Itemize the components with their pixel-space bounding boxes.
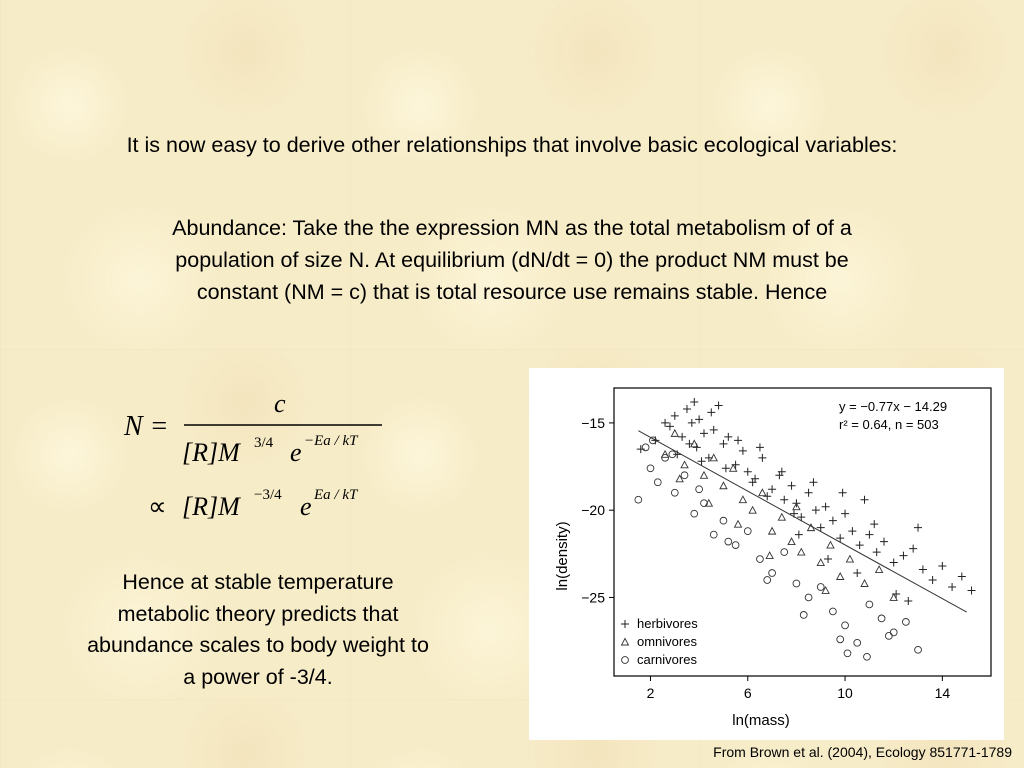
herbivores-point — [788, 482, 796, 490]
herbivores-point — [683, 405, 691, 413]
legend-label: carnivores — [637, 652, 697, 667]
omnivores-point — [769, 528, 776, 535]
scatter-figure — [529, 368, 1004, 740]
herbivores-point — [637, 445, 645, 453]
omnivores-point — [861, 580, 868, 587]
herbivores-point — [700, 429, 708, 437]
herbivores-point — [666, 422, 674, 430]
proportional-e: e — [300, 492, 312, 521]
herbivores-point — [722, 464, 730, 472]
herbivores-point — [695, 415, 703, 423]
omnivores-point — [766, 552, 773, 559]
carnivores-point — [732, 542, 739, 549]
omnivores-point — [817, 559, 824, 566]
herbivores-point — [812, 506, 820, 514]
conclusion-paragraph — [48, 567, 468, 693]
herbivores-point — [909, 545, 917, 553]
proportional-exponent: −3/4 — [254, 487, 282, 503]
abundance-line: constant (NM = c) that is total resource use remains stable. Hence — [196, 280, 828, 304]
herbivores-point — [756, 443, 764, 451]
x-axis-label: ln(mass) — [732, 712, 790, 729]
carnivores-point — [837, 636, 844, 643]
carnivores-point — [701, 500, 708, 507]
herbivores-point — [829, 517, 837, 525]
omnivores-point — [676, 475, 683, 482]
y-axis-label: ln(density) — [554, 521, 571, 591]
omnivores-point — [749, 507, 756, 514]
x-tick-label: 10 — [837, 685, 853, 701]
legend-marker — [621, 620, 629, 628]
omnivores-point — [739, 496, 746, 503]
omnivores-point — [798, 549, 805, 556]
herbivores-point — [715, 401, 723, 409]
herbivores-point — [938, 562, 946, 570]
carnivores-point — [654, 479, 661, 486]
herbivores-point — [822, 503, 830, 511]
herbivores-point — [958, 573, 966, 581]
carnivores-point — [681, 472, 688, 479]
regression-line — [638, 431, 966, 612]
formula-lhs: N = — [124, 411, 169, 442]
carnivores-point — [744, 528, 751, 535]
herbivores-point — [688, 419, 696, 427]
conclusion-line: Hence at stable temperature — [122, 570, 394, 594]
carnivores-point — [757, 556, 764, 563]
x-tick-label: 14 — [934, 685, 951, 701]
herbivores-point — [790, 510, 798, 518]
herbivores-point — [671, 412, 679, 420]
carnivores-point — [647, 465, 654, 472]
figure-caption: From Brown et al. (2004), Ecology 851771-1789 — [713, 744, 1012, 760]
herbivores-point — [890, 559, 898, 567]
carnivores-point — [662, 454, 669, 461]
herbivores-point — [797, 513, 805, 521]
omnivores-point — [671, 430, 678, 437]
carnivores-point — [764, 577, 771, 584]
denominator-e-exponent: −Ea / kT — [304, 433, 358, 449]
carnivores-point — [710, 531, 717, 538]
omnivores-point — [735, 521, 742, 528]
x-tick-label: 6 — [743, 685, 752, 701]
carnivores-point — [720, 517, 727, 524]
carnivores-point — [635, 496, 642, 503]
carnivores-point — [781, 549, 788, 556]
x-tick-label: 2 — [646, 685, 655, 701]
herbivores-point — [809, 478, 817, 486]
herbivores-point — [904, 597, 912, 605]
herbivores-point — [853, 569, 861, 577]
herbivores-point — [873, 548, 881, 556]
omnivores-point — [876, 566, 883, 573]
proportional-symbol: ∝ — [148, 492, 167, 521]
omnivores-point — [681, 461, 688, 468]
herbivores-point — [719, 440, 727, 448]
denominator-e: e — [290, 438, 302, 467]
herbivores-point — [678, 433, 686, 441]
carnivores-point — [842, 622, 849, 629]
omnivores-point — [759, 489, 766, 496]
herbivores-point — [661, 419, 669, 427]
abundance-line: population of size N. At equilibrium (dN/dt = 0) the product NM must be — [175, 248, 849, 272]
scatter-chart — [529, 368, 1004, 740]
carnivores-point — [844, 650, 851, 657]
abundance-paragraph — [100, 212, 924, 308]
herbivores-point — [841, 510, 849, 518]
herbivores-point — [870, 520, 878, 528]
herbivores-point — [880, 538, 888, 546]
herbivores-point — [899, 552, 907, 560]
herbivores-point — [805, 489, 813, 497]
carnivores-point — [830, 608, 837, 615]
omnivores-point — [846, 556, 853, 563]
herbivores-point — [861, 496, 869, 504]
proportional-e-exponent: Ea / kT — [314, 487, 358, 503]
regression-stats: r² = 0.64, n = 503 — [839, 417, 939, 432]
carnivores-point — [805, 594, 812, 601]
carnivores-point — [915, 646, 922, 653]
denominator-base: [R]M — [182, 438, 240, 467]
carnivores-point — [671, 489, 678, 496]
y-tick-label: −15 — [581, 414, 605, 431]
intro-text: It is now easy to derive other relationships that involve basic ecological variables: — [126, 133, 898, 157]
regression-equation: y = −0.77x − 14.29 — [839, 399, 948, 414]
herbivores-point — [710, 426, 718, 434]
omnivores-point — [778, 514, 785, 521]
legend-marker — [622, 639, 629, 646]
carnivores-point — [902, 618, 909, 625]
herbivores-point — [795, 531, 803, 539]
omnivores-point — [827, 542, 834, 549]
herbivores-point — [744, 468, 752, 476]
y-tick-label: −25 — [581, 589, 605, 606]
carnivores-point — [793, 580, 800, 587]
carnivores-point — [800, 612, 807, 619]
herbivores-point — [848, 527, 856, 535]
herbivores-point — [865, 531, 873, 539]
omnivores-point — [837, 573, 844, 580]
abundance-line: Abundance: Take the the expression MN as the total metabolism of of a — [172, 216, 852, 240]
herbivores-point — [968, 586, 976, 594]
carnivores-point — [864, 653, 871, 660]
omnivores-point — [822, 587, 829, 594]
herbivores-point — [919, 566, 927, 574]
legend-label: omnivores — [637, 634, 697, 649]
carnivores-point — [691, 510, 698, 517]
y-tick-label: −20 — [581, 502, 605, 519]
herbivores-point — [724, 433, 732, 441]
herbivores-point — [780, 496, 788, 504]
carnivores-point — [878, 615, 885, 622]
herbivores-point — [734, 436, 742, 444]
omnivores-point — [788, 538, 795, 545]
denominator-exponent: 3/4 — [254, 435, 274, 451]
omnivores-point — [700, 472, 707, 479]
herbivores-point — [768, 485, 776, 493]
legend-marker — [622, 657, 629, 664]
carnivores-point — [817, 584, 824, 591]
herbivores-point — [856, 541, 864, 549]
carnivores-point — [769, 570, 776, 577]
proportional-base: [R]M — [182, 492, 240, 521]
carnivores-point — [885, 632, 892, 639]
herbivores-point — [758, 454, 766, 462]
carnivores-point — [854, 639, 861, 646]
herbivores-point — [929, 576, 937, 584]
legend-label: herbivores — [637, 616, 698, 631]
herbivores-point — [707, 408, 715, 416]
conclusion-line: abundance scales to body weight to — [87, 633, 429, 657]
conclusion-line: a power of -3/4. — [183, 664, 333, 689]
carnivores-point — [725, 538, 732, 545]
chart-legend — [621, 616, 698, 667]
herbivores-point — [690, 398, 698, 406]
carnivores-point — [642, 444, 649, 451]
herbivores-point — [839, 489, 847, 497]
herbivores-point — [914, 524, 922, 532]
herbivores-point — [948, 583, 956, 591]
carnivores-point — [696, 486, 703, 493]
conclusion-line: metabolic theory predicts that — [117, 601, 399, 626]
carnivores-point — [890, 629, 897, 636]
herbivores-point — [824, 555, 832, 563]
herbivores-point — [739, 447, 747, 455]
formula-numerator: c — [274, 389, 286, 418]
carnivores-point — [866, 601, 873, 608]
abundance-formula — [118, 385, 408, 530]
omnivores-point — [720, 482, 727, 489]
